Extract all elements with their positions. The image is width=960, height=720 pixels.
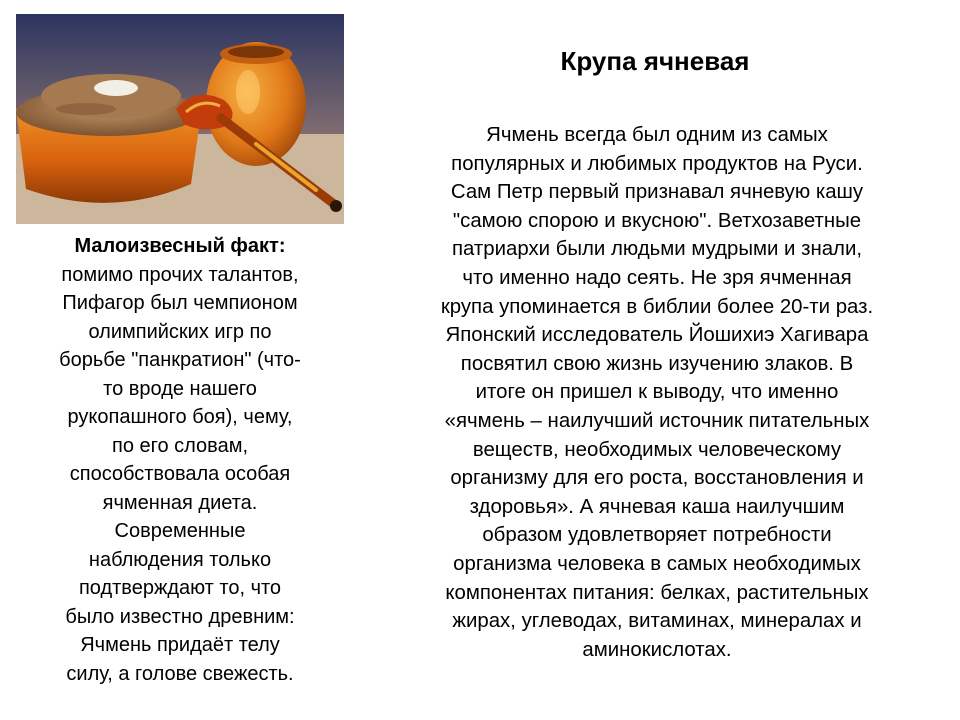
fact-block [18,232,342,688]
body-line: организму для его роста, восстановления и [450,467,864,490]
fact-line: борьбе "панкратион" (что- [59,349,301,371]
body-line: компонентах питания: белках, растительных [445,581,869,604]
body-line: итоге он пришел к выводу, что именно [475,381,839,404]
fact-heading: Малоизвесный факт: [74,235,286,257]
fact-line: подтверждают то, что [78,577,282,599]
body-line: организма человека в самых необходимых [453,552,861,575]
porridge-photo [16,14,344,224]
article-body [392,121,922,664]
body-line: образом удовлетворяет потребности [482,524,832,547]
body-line: Ячмень всегда был одним из самых [486,124,828,146]
body-line: Японский исследователь Йошихиэ Хагивара [445,324,869,347]
fact-line: было известно древним: [65,605,295,628]
body-line: патриархи были людьми мудрыми и знали, [451,238,863,261]
page-title: Крупа ячневая [560,46,750,76]
fact-line: Ячмень придаёт телу [80,634,280,656]
body-line: крупа упоминается в библии более 20-ти раз. [440,295,874,318]
fact-line: Современные [114,520,246,542]
fact-line: способствовала особая [69,463,291,485]
fact-line: олимпийских игр по [88,320,272,343]
fact-line: помимо прочих талантов, [61,263,299,286]
fact-line: то вроде нашего [103,377,257,400]
body-line: жирах, углеводах, витаминах, минералах и [452,610,862,633]
fact-line: наблюдения только [88,548,272,571]
body-line: что именно надо сеять. Не зря ячменная [462,266,852,289]
fact-line: ячменная диета. [102,491,258,514]
fact-line: Пифагор был чемпионом [62,292,298,314]
body-line: здоровья». А ячневая каша наилучшим [469,495,845,518]
fact-line: по его словам, [111,434,248,457]
fact-line: силу, а голове свежесть. [66,662,294,685]
body-line: популярных и любимых продуктов на Руси. [451,152,863,175]
porridge-illustration [16,14,344,224]
body-line: аминокислотах. [582,638,732,661]
body-line: посвятил свою жизнь изучению злаков. В [460,352,854,375]
body-line: веществ, необходимых человеческому [472,438,842,461]
fact-line: рукопашного боя), чему, [67,406,293,428]
body-line: «ячмень – наилучший источник питательных [444,409,870,432]
body-line: "самою спорою и вкусною". Ветхозаветные [452,209,862,232]
body-line: Сам Петр первый признавал ячневую кашу [450,181,864,204]
